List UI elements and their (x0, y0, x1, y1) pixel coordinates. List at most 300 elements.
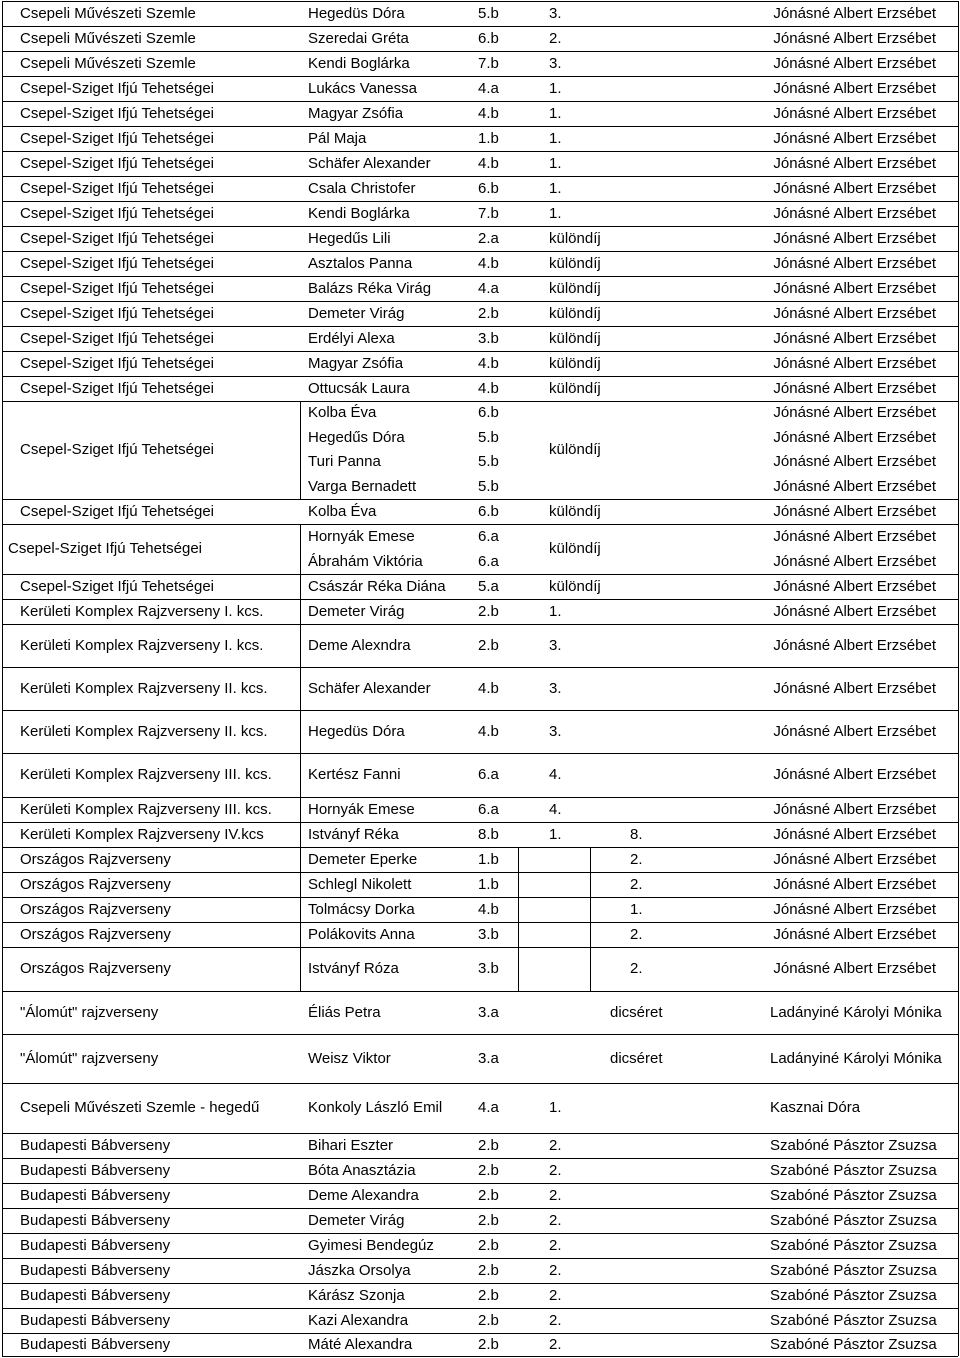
column-divider (300, 797, 301, 822)
competition-cell: Budapesti Bábverseny (20, 1336, 171, 1353)
column-divider (300, 574, 301, 599)
column-divider (958, 599, 959, 624)
column-divider (2, 51, 3, 76)
student-cell: Schäfer Alexander (308, 155, 431, 172)
student-cell: Magyar Zsófia (308, 355, 404, 372)
column-divider (2, 226, 3, 251)
class-cell: 4.b (478, 255, 499, 272)
result-cell: 1. (549, 1099, 562, 1116)
column-divider (300, 922, 301, 947)
column-divider (590, 922, 591, 947)
result-cell: 3. (549, 723, 562, 740)
teacher-cell: Jónásné Albert Erzsébet (773, 380, 936, 397)
competition-cell: Csepel-Sziget Ifjú Tehetségei (20, 180, 215, 197)
teacher-cell: Jónásné Albert Erzsébet (773, 130, 936, 147)
teacher-cell: Szabóné Pásztor Zsuzsa (770, 1137, 937, 1154)
column-divider (958, 524, 959, 574)
student-cell: Demeter Eperke (308, 851, 418, 868)
class-cell: 4.b (478, 155, 499, 172)
column-divider (2, 201, 3, 226)
teacher-cell: Jónásné Albert Erzsébet (773, 723, 936, 740)
competition-cell: Országos Rajzverseny (20, 901, 171, 918)
column-divider (2, 599, 3, 624)
teacher-cell: Jónásné Albert Erzsébet (773, 851, 936, 868)
student-cell: Gyimesi Bendegúz (308, 1237, 434, 1254)
competition-cell: Csepeli Művészeti Szemle (20, 30, 196, 47)
teacher-cell: Ladányiné Károlyi Mónika (770, 1004, 942, 1021)
student-cell: Hegedűs Lili (308, 230, 391, 247)
competition-cell: "Álomút" rajzverseny (20, 1004, 159, 1021)
column-divider (958, 26, 959, 51)
class-cell: 7.b (478, 205, 499, 222)
teacher-cell: Jónásné Albert Erzsébet (773, 453, 936, 470)
column-divider (590, 847, 591, 872)
column-divider (2, 847, 3, 872)
student-cell: Ottucsák Laura (308, 380, 410, 397)
column-divider (300, 753, 301, 797)
class-cell: 6.a (478, 766, 499, 783)
column-divider (958, 1, 959, 26)
row-divider (2, 947, 958, 948)
result-cell: 1. (549, 826, 562, 843)
column-divider (2, 710, 3, 753)
class-cell: 6.b (478, 30, 499, 47)
class-cell: 5.b (478, 478, 499, 495)
extra-result-cell: 2. (630, 876, 643, 893)
row-divider (2, 1183, 958, 1184)
teacher-cell: Jónásné Albert Erzsébet (773, 901, 936, 918)
teacher-cell: Jónásné Albert Erzsébet (773, 603, 936, 620)
column-divider (958, 326, 959, 351)
column-divider (958, 1133, 959, 1158)
column-divider (2, 897, 3, 922)
competition-cell: Csepel-Sziget Ifjú Tehetségei (20, 355, 215, 372)
row-divider (2, 1258, 958, 1259)
row-divider (2, 991, 958, 992)
student-cell: Istványf Réka (308, 826, 399, 843)
column-divider (958, 1208, 959, 1233)
column-divider (958, 1308, 959, 1333)
result-cell: 1. (549, 205, 562, 222)
teacher-cell: Jónásné Albert Erzsébet (773, 330, 936, 347)
competition-cell: Csepel-Sziget Ifjú Tehetségei (20, 280, 215, 297)
result-cell: különdíj (549, 330, 601, 347)
result-cell: 2. (549, 1262, 562, 1279)
result-cell: különdíj (549, 355, 601, 372)
column-divider (590, 872, 591, 897)
result-cell: különdíj (549, 540, 601, 557)
competition-cell: Csepel-Sziget Ifjú Tehetségei (20, 578, 215, 595)
teacher-cell: Jónásné Albert Erzsébet (773, 80, 936, 97)
competition-cell: Csepel-Sziget Ifjú Tehetségei (20, 380, 215, 397)
row-divider (2, 1233, 958, 1234)
column-divider (958, 51, 959, 76)
teacher-cell: Jónásné Albert Erzsébet (773, 55, 936, 72)
column-divider (300, 822, 301, 847)
result-cell: különdíj (549, 503, 601, 520)
column-divider (2, 1133, 3, 1158)
teacher-cell: Jónásné Albert Erzsébet (773, 155, 936, 172)
class-cell: 8.b (478, 826, 499, 843)
student-cell: Schäfer Alexander (308, 680, 431, 697)
class-cell: 5.b (478, 5, 499, 22)
student-cell: Asztalos Panna (308, 255, 413, 272)
student-cell: Máté Alexandra (308, 1336, 413, 1353)
extra-result-cell: 1. (630, 901, 643, 918)
competition-cell: Országos Rajzverseny (20, 960, 171, 977)
competition-cell: Kerületi Komplex Rajzverseny I. kcs. (20, 637, 264, 654)
column-divider (2, 574, 3, 599)
result-cell: különdíj (549, 280, 601, 297)
column-divider (958, 101, 959, 126)
student-cell: Konkoly László Emil (308, 1099, 443, 1116)
row-divider (2, 797, 958, 798)
teacher-cell: Jónásné Albert Erzsébet (773, 404, 936, 421)
teacher-cell: Szabóné Pásztor Zsuzsa (770, 1237, 937, 1254)
column-divider (958, 376, 959, 401)
teacher-cell: Jónásné Albert Erzsébet (773, 801, 936, 818)
row-divider (2, 201, 958, 202)
column-divider (2, 351, 3, 376)
student-cell: Kolba Éva (308, 404, 377, 421)
class-cell: 1.b (478, 130, 499, 147)
competition-cell: Budapesti Bábverseny (20, 1187, 171, 1204)
result-cell: különdíj (549, 578, 601, 595)
teacher-cell: Jónásné Albert Erzsébet (773, 105, 936, 122)
column-divider (2, 1083, 3, 1133)
student-cell: Éliás Petra (308, 1004, 381, 1021)
class-cell: 5.a (478, 578, 499, 595)
column-divider (2, 524, 3, 574)
student-cell: Hornyák Emese (308, 801, 415, 818)
result-cell: különdíj (549, 230, 601, 247)
student-cell: Varga Bernadett (308, 478, 417, 495)
result-cell: dicséret (610, 1050, 663, 1067)
teacher-cell: Jónásné Albert Erzsébet (773, 305, 936, 322)
teacher-cell: Jónásné Albert Erzsébet (773, 637, 936, 654)
result-cell: 1. (549, 130, 562, 147)
student-cell: Demeter Virág (308, 1212, 405, 1229)
row-divider (2, 667, 958, 668)
result-cell: 1. (549, 105, 562, 122)
column-divider (2, 101, 3, 126)
student-cell: Szeredai Gréta (308, 30, 409, 47)
column-divider (958, 1034, 959, 1083)
extra-result-cell: 2. (630, 851, 643, 868)
class-cell: 5.b (478, 453, 499, 470)
class-cell: 3.a (478, 1050, 499, 1067)
teacher-cell: Jónásné Albert Erzsébet (773, 280, 936, 297)
competition-cell: Csepel-Sziget Ifjú Tehetségei (20, 105, 215, 122)
teacher-cell: Jónásné Albert Erzsébet (773, 5, 936, 22)
teacher-cell: Szabóné Pásztor Zsuzsa (770, 1162, 937, 1179)
column-divider (2, 1283, 3, 1308)
row-divider (2, 101, 958, 102)
column-divider (2, 1208, 3, 1233)
competition-cell: Csepel-Sziget Ifjú Tehetségei (20, 255, 215, 272)
student-cell: Bóta Anasztázia (308, 1162, 416, 1179)
competition-cell: Csepel-Sziget Ifjú Tehetségei (20, 205, 215, 222)
competition-cell: Budapesti Bábverseny (20, 1262, 171, 1279)
column-divider (958, 226, 959, 251)
competition-cell: Csepeli Művészeti Szemle (20, 55, 196, 72)
class-cell: 2.b (478, 1262, 499, 1279)
column-divider (2, 753, 3, 797)
column-divider (958, 401, 959, 499)
teacher-cell: Szabóné Pásztor Zsuzsa (770, 1336, 937, 1353)
student-cell: Kazi Alexandra (308, 1312, 409, 1329)
column-divider (518, 847, 519, 872)
row-divider (2, 1283, 958, 1284)
teacher-cell: Kasznai Dóra (770, 1099, 861, 1116)
student-cell: Hegedüs Dóra (308, 5, 405, 22)
column-divider (300, 872, 301, 897)
class-cell: 6.a (478, 528, 499, 545)
column-divider (2, 1258, 3, 1283)
column-divider (2, 126, 3, 151)
teacher-cell: Szabóné Pásztor Zsuzsa (770, 1287, 937, 1304)
column-divider (2, 401, 3, 499)
teacher-cell: Jónásné Albert Erzsébet (773, 355, 936, 372)
class-cell: 2.b (478, 1336, 499, 1353)
student-cell: Demeter Virág (308, 305, 405, 322)
row-divider (2, 822, 958, 823)
class-cell: 2.b (478, 1312, 499, 1329)
column-divider (300, 624, 301, 667)
result-cell: 3. (549, 5, 562, 22)
row-divider (2, 26, 958, 27)
column-divider (958, 797, 959, 822)
teacher-cell: Jónásné Albert Erzsébet (773, 429, 936, 446)
result-cell: 1. (549, 180, 562, 197)
student-cell: Weisz Viktor (308, 1050, 391, 1067)
competition-cell: Budapesti Bábverseny (20, 1162, 171, 1179)
column-divider (2, 376, 3, 401)
teacher-cell: Szabóné Pásztor Zsuzsa (770, 1187, 937, 1204)
column-divider (958, 126, 959, 151)
column-divider (2, 1, 3, 26)
column-divider (958, 847, 959, 872)
class-cell: 3.b (478, 926, 499, 943)
class-cell: 2.b (478, 603, 499, 620)
column-divider (958, 1183, 959, 1208)
result-cell: 2. (549, 1137, 562, 1154)
competition-cell: Csepel-Sziget Ifjú Tehetségei (20, 441, 215, 458)
row-divider (2, 376, 958, 377)
teacher-cell: Jónásné Albert Erzsébet (773, 926, 936, 943)
competition-cell: Országos Rajzverseny (20, 851, 171, 868)
column-divider (518, 922, 519, 947)
result-cell: 1. (549, 80, 562, 97)
student-cell: Erdélyi Alexa (308, 330, 395, 347)
competition-cell: Csepel-Sziget Ifjú Tehetségei (20, 503, 215, 520)
row-divider (2, 176, 958, 177)
row-divider (2, 574, 958, 575)
row-divider (2, 151, 958, 152)
result-cell: különdíj (549, 255, 601, 272)
result-cell: 2. (549, 1162, 562, 1179)
column-divider (590, 897, 591, 922)
result-cell: 2. (549, 1336, 562, 1353)
extra-result-cell: 2. (630, 926, 643, 943)
teacher-cell: Szabóné Pásztor Zsuzsa (770, 1312, 937, 1329)
column-divider (2, 76, 3, 101)
class-cell: 6.b (478, 404, 499, 421)
row-divider (2, 51, 958, 52)
student-cell: Hegedüs Dóra (308, 723, 405, 740)
result-cell: különdíj (549, 305, 601, 322)
row-divider (2, 1308, 958, 1309)
competition-cell: Kerületi Komplex Rajzverseny IV.kcs (20, 826, 264, 843)
competition-cell: Csepeli Művészeti Szemle (20, 5, 196, 22)
row-divider (2, 847, 958, 848)
class-cell: 6.a (478, 553, 499, 570)
column-divider (958, 753, 959, 797)
student-cell: Lukács Vanessa (308, 80, 417, 97)
column-divider (958, 499, 959, 524)
student-cell: Kendi Boglárka (308, 55, 410, 72)
column-divider (958, 251, 959, 276)
student-cell: Jászka Orsolya (308, 1262, 411, 1279)
column-divider (2, 1308, 3, 1333)
competition-cell: Csepel-Sziget Ifjú Tehetségei (8, 540, 203, 557)
column-divider (958, 822, 959, 847)
class-cell: 3.b (478, 960, 499, 977)
column-divider (300, 599, 301, 624)
column-divider (518, 947, 519, 991)
result-cell: 1. (549, 603, 562, 620)
teacher-cell: Jónásné Albert Erzsébet (773, 255, 936, 272)
column-divider (300, 947, 301, 991)
competition-cell: Csepel-Sziget Ifjú Tehetségei (20, 305, 215, 322)
teacher-cell: Jónásné Albert Erzsébet (773, 680, 936, 697)
student-cell: Pál Maja (308, 130, 367, 147)
competition-cell: Budapesti Bábverseny (20, 1287, 171, 1304)
teacher-cell: Jónásné Albert Erzsébet (773, 30, 936, 47)
teacher-cell: Jónásné Albert Erzsébet (773, 528, 936, 545)
competition-cell: Kerületi Komplex Rajzverseny III. kcs. (20, 766, 272, 783)
result-cell: 2. (549, 1312, 562, 1329)
class-cell: 2.b (478, 1212, 499, 1229)
teacher-cell: Jónásné Albert Erzsébet (773, 766, 936, 783)
student-cell: Kertész Fanni (308, 766, 401, 783)
column-divider (2, 872, 3, 897)
student-cell: Hegedűs Dóra (308, 429, 405, 446)
column-divider (958, 1083, 959, 1133)
student-cell: Deme Alexandra (308, 1187, 419, 1204)
extra-result-cell: 2. (630, 960, 643, 977)
result-cell: 3. (549, 55, 562, 72)
competition-cell: Kerületi Komplex Rajzverseny I. kcs. (20, 603, 264, 620)
column-divider (958, 947, 959, 991)
student-cell: Kolba Éva (308, 503, 377, 520)
row-divider (2, 326, 958, 327)
column-divider (2, 922, 3, 947)
row-divider (2, 499, 958, 500)
column-divider (300, 847, 301, 872)
class-cell: 4.b (478, 901, 499, 918)
teacher-cell: Jónásné Albert Erzsébet (773, 230, 936, 247)
student-cell: Bihari Eszter (308, 1137, 394, 1154)
row-divider (2, 1133, 958, 1134)
column-divider (2, 326, 3, 351)
competition-cell: Kerületi Komplex Rajzverseny II. kcs. (20, 723, 268, 740)
column-divider (518, 897, 519, 922)
student-cell: Kendi Boglárka (308, 205, 410, 222)
row-divider (2, 753, 958, 754)
column-divider (958, 176, 959, 201)
column-divider (2, 947, 3, 991)
column-divider (958, 301, 959, 326)
column-divider (2, 1333, 3, 1356)
student-cell: Tolmácsy Dorka (308, 901, 415, 918)
class-cell: 2.b (478, 637, 499, 654)
column-divider (958, 624, 959, 667)
column-divider (300, 524, 301, 574)
student-cell: Demeter Virág (308, 603, 405, 620)
row-divider (2, 599, 958, 600)
column-divider (958, 872, 959, 897)
student-cell: Ábrahám Viktória (308, 553, 423, 570)
student-cell: Hornyák Emese (308, 528, 415, 545)
teacher-cell: Jónásné Albert Erzsébet (773, 205, 936, 222)
column-divider (958, 201, 959, 226)
column-divider (2, 176, 3, 201)
row-divider (2, 922, 958, 923)
column-divider (2, 822, 3, 847)
competition-cell: Kerületi Komplex Rajzverseny III. kcs. (20, 801, 272, 818)
row-divider (2, 1333, 958, 1334)
competition-cell: Kerületi Komplex Rajzverseny II. kcs. (20, 680, 268, 697)
class-cell: 1.b (478, 851, 499, 868)
row-divider (2, 76, 958, 77)
student-cell: Turi Panna (308, 453, 381, 470)
column-divider (2, 251, 3, 276)
student-cell: Istványf Róza (308, 960, 399, 977)
column-divider (958, 922, 959, 947)
student-cell: Császár Réka Diána (308, 578, 446, 595)
class-cell: 2.b (478, 1187, 499, 1204)
class-cell: 2.b (478, 1287, 499, 1304)
student-cell: Polákovits Anna (308, 926, 415, 943)
row-divider (2, 351, 958, 352)
column-divider (2, 624, 3, 667)
row-divider (2, 1, 958, 2)
teacher-cell: Jónásné Albert Erzsébet (773, 826, 936, 843)
class-cell: 2.b (478, 1137, 499, 1154)
result-cell: 2. (549, 1237, 562, 1254)
competition-cell: Országos Rajzverseny (20, 926, 171, 943)
class-cell: 3.a (478, 1004, 499, 1021)
class-cell: 4.a (478, 1099, 499, 1116)
class-cell: 4.b (478, 105, 499, 122)
teacher-cell: Jónásné Albert Erzsébet (773, 578, 936, 595)
teacher-cell: Jónásné Albert Erzsébet (773, 876, 936, 893)
result-cell: 2. (549, 1187, 562, 1204)
teacher-cell: Jónásné Albert Erzsébet (773, 180, 936, 197)
teacher-cell: Jónásné Albert Erzsébet (773, 553, 936, 570)
column-divider (2, 499, 3, 524)
result-cell: különdíj (549, 380, 601, 397)
competition-cell: Budapesti Bábverseny (20, 1312, 171, 1329)
class-cell: 3.b (478, 330, 499, 347)
extra-result-cell: 8. (630, 826, 643, 843)
column-divider (300, 710, 301, 753)
class-cell: 2.a (478, 230, 499, 247)
class-cell: 2.b (478, 1237, 499, 1254)
column-divider (2, 991, 3, 1034)
student-cell: Magyar Zsófia (308, 105, 404, 122)
